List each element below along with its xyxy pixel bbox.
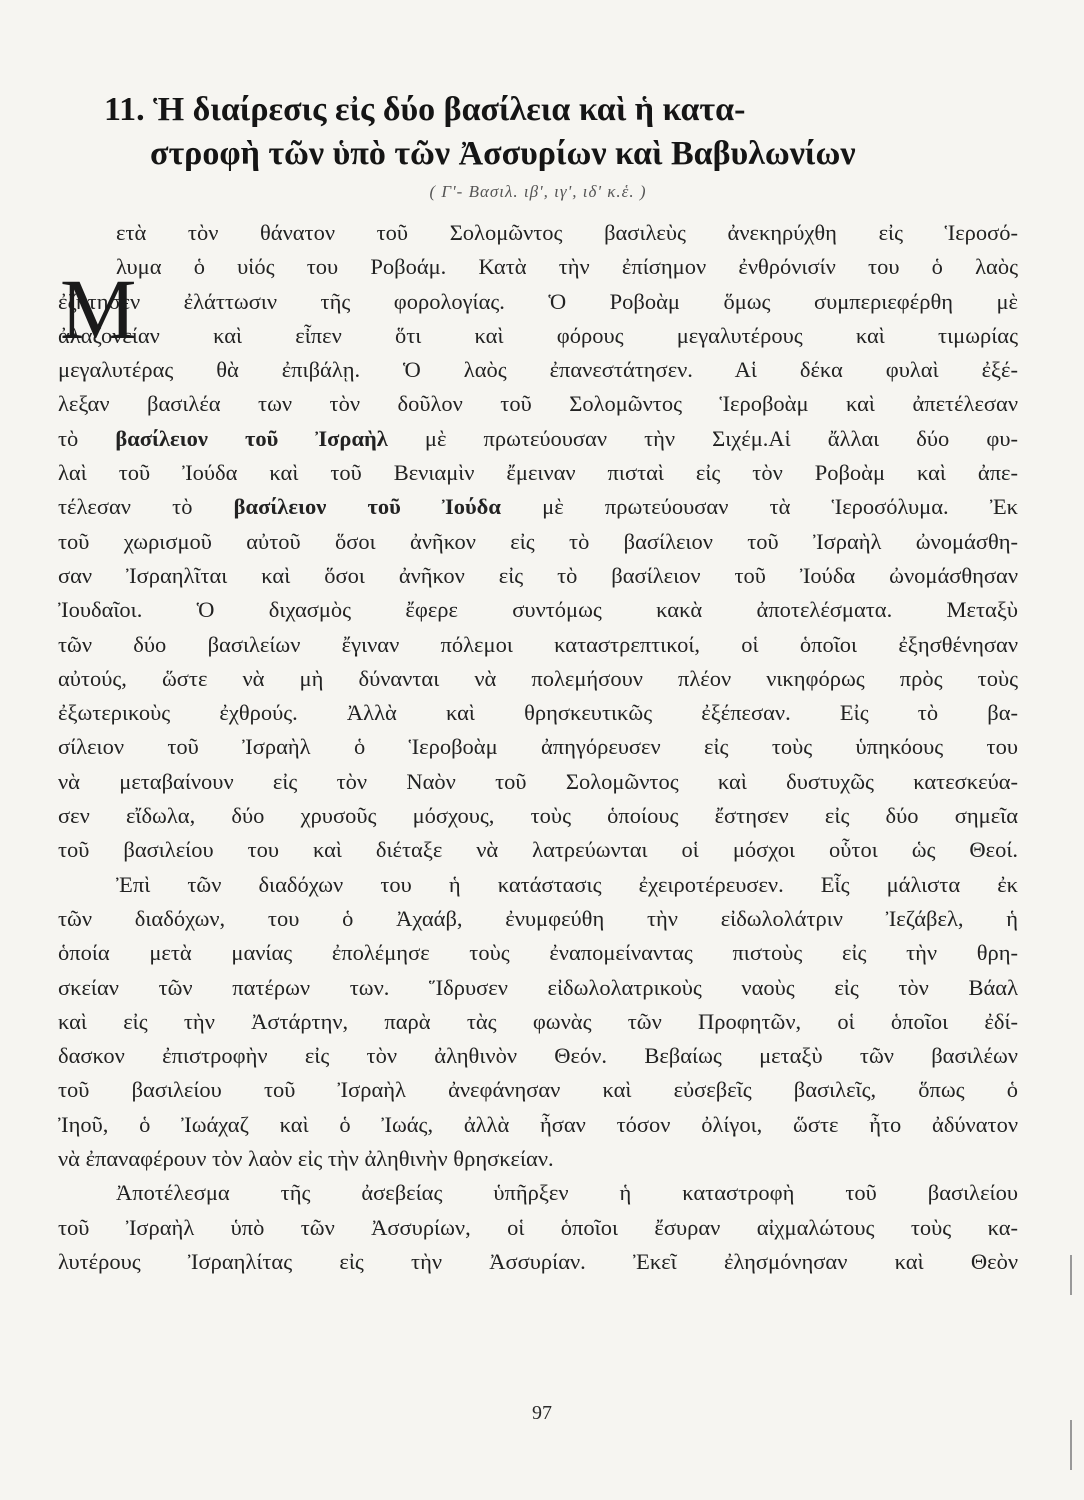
- text-line: ετὰ τὸν θάνατον τοῦ Σολομῶντος βασιλεὺς ἀνεκηρύχθη εἰς Ἱεροσό-: [116, 220, 1018, 245]
- text-line: σκείαν τῶν πατέρων των. Ἵδρυσεν εἰδωλολατρικοὺς ναοὺς εἰς τὸν Βάαλ: [58, 974, 1018, 1000]
- text-line: τοῦ Ἰσραὴλ ὑπὸ τῶν Ἀσσυρίων, οἱ ὁποῖοι ἔσυραν αἰχμαλώτους τοὺς κα-: [58, 1214, 1018, 1240]
- text-line: τοῦ βασιλείου τοῦ Ἰσραὴλ ἀνεφάνησαν καὶ εὐσεβεῖς βασιλεῖς, ὅπως ὁ: [58, 1077, 1018, 1103]
- text-line: Ἐπὶ τῶν διαδόχων του ἡ κατάστασις ἐχειροτέρευσεν. Εἷς μάλιστα ἐκ: [116, 871, 1018, 897]
- text-run: μὲ πρωτεύουσαν τὴν Σιχέμ.Αἱ ἄλλαι δύο φυ-: [387, 425, 1018, 451]
- text-run: μὲ πρωτεύουσαν τὰ Ἱεροσόλυμα. Ἐκ: [500, 494, 1019, 520]
- scripture-reference: ( Γ'- Βασιλ. ιβ', ιγ', ιδ' κ.ἑ. ): [429, 182, 647, 201]
- text-line: [58, 490, 1018, 524]
- text-line: ἐξωτερικοὺς ἐχθρούς. Ἀλλὰ καὶ θρησκευτικῶς ἐξέπεσαν. Εἰς τὸ βα-: [58, 700, 1018, 726]
- text-line: ὁποία μετὰ μανίας ἐπολέμησε τοὺς ἐναπομείναντας πιστοὺς εἰς τὴν θρη-: [58, 940, 1018, 966]
- text-line: νὰ ἐπαναφέρουν τὸν λαὸν εἰς τὴν ἀληθινὴν θρησκείαν.: [58, 1146, 554, 1172]
- text-line: [58, 422, 1018, 456]
- text-line: δασκον ἐπιστροφὴν εἰς τὸν ἀληθινὸν Θεόν. Βεβαίως μεταξὺ τῶν βασιλέων: [58, 1043, 1018, 1069]
- text-line: τῶν διαδόχων, του ὁ Ἀχαάβ, ἐνυμφεύθη τὴν εἰδωλολάτριν Ἰεζάβελ, ἡ: [58, 905, 1018, 931]
- text-line: τοῦ χωρισμοῦ αὐτοῦ ὅσοι ἀνῆκον εἰς τὸ βασίλειον τοῦ Ἰσραὴλ ὠνομάσθη-: [58, 528, 1018, 554]
- text-line: καὶ εἰς τὴν Ἀστάρτην, παρὰ τὰς φωνὰς τῶν Προφητῶν, οἱ ὁποῖοι ἐδί-: [58, 1008, 1018, 1034]
- text-line: τοῦ βασιλείου του καὶ διέταξε νὰ λατρεύωνται οἱ μόσχοι οὗτοι ὡς Θεοί.: [58, 837, 1018, 863]
- body-text: [58, 216, 1018, 1279]
- chapter-heading: [104, 88, 944, 176]
- text-line: νὰ μεταβαίνουν εἰς τὸν Ναὸν τοῦ Σολομῶντος καὶ δυστυχῶς κατεσκεύα-: [58, 768, 1018, 794]
- bold-term-israel: βασίλειον τοῦ Ἰσραὴλ: [115, 425, 388, 451]
- text-line: λαὶ τοῦ Ἰούδα καὶ τοῦ Βενιαμὶν ἔμειναν πισταὶ εἰς τὸν Ροβοὰμ καὶ ἀπε-: [58, 460, 1018, 486]
- text-line: ἐζήτησεν ἐλάττωσιν τῆς φορολογίας. Ὁ Ροβοὰμ ὅμως συμπεριεφέρθη μὲ: [58, 288, 1018, 314]
- page-number: 97: [532, 1402, 552, 1424]
- text-line: Ἀποτέλεσμα τῆς ἀσεβείας ὑπῆρξεν ἡ καταστροφὴ τοῦ βασιλείου: [116, 1180, 1018, 1206]
- text-line: μεγαλυτέρας θὰ ἐπιβάλῃ. Ὁ λαὸς ἐπανεστάτησεν. Αἱ δέκα φυλαὶ ἐξέ-: [58, 357, 1018, 383]
- text-line: Ἰουδαῖοι. Ὁ διχασμὸς ἔφερε συντόμως κακὰ ἀποτελέσματα. Μεταξὺ: [58, 597, 1018, 623]
- text-line: ἀλαζονείαν καὶ εἶπεν ὅτι καὶ φόρους μεγαλυτέρους καὶ τιμωρίας: [58, 322, 1018, 348]
- text-line: σεν εἴδωλα, δύο χρυσοῦς μόσχους, τοὺς ὁποίους ἔστησεν εἰς δύο σημεῖα: [58, 803, 1018, 829]
- heading-line-2: στροφὴ τῶν ὑπὸ τῶν Ἀσσυρίων καὶ Βαβυλωνίων: [150, 135, 856, 172]
- text-run: τέλεσαν τὸ: [58, 494, 234, 520]
- scan-margin-mark: [1070, 1420, 1072, 1470]
- text-line: τῶν δύο βασιλείων ἔγιναν πόλεμοι καταστρεπτικοί, οἱ ὁποῖοι ἐξησθένησαν: [58, 631, 1018, 657]
- book-page: [58, 88, 1018, 1279]
- drop-cap: Μ: [60, 261, 137, 357]
- text-line: σαν Ἰσραηλῖται καὶ ὅσοι ἀνῆκον εἰς τὸ βασίλειον τοῦ Ἰούδα ὠνομάσθησαν: [58, 562, 1018, 588]
- bold-term-judah: βασίλειον τοῦ Ἰούδα: [233, 494, 501, 520]
- text-line: λυμα ὁ υἱός του Ροβοάμ. Κατὰ τὴν ἐπίσημον ἐνθρόνισίν του ὁ λαὸς: [116, 254, 1018, 280]
- text-line: Ἰηοῦ, ὁ Ἰωάχαζ καὶ ὁ Ἰωάς, ἀλλὰ ἦσαν τόσον ὀλίγοι, ὥστε ἦτο ἀδύνατον: [58, 1111, 1018, 1137]
- text-run: τὸ: [58, 425, 116, 451]
- heading-line-1: 11. Ἡ διαίρεσις εἰς δύο βασίλεια καὶ ἡ κατα-: [104, 91, 746, 128]
- text-line: σίλειον τοῦ Ἰσραὴλ ὁ Ἱεροβοὰμ ἀπηγόρευσεν εἰς τοὺς ὑπηκόους του: [58, 734, 1018, 760]
- scan-margin-mark: [1070, 1255, 1072, 1295]
- text-line: αὐτούς, ὥστε νὰ μὴ δύνανται νὰ πολεμήσουν πλέον νικηφόρως πρὸς τοὺς: [58, 665, 1018, 691]
- text-line: λυτέρους Ἰσραηλίτας εἰς τὴν Ἀσσυρίαν. Ἐκεῖ ἐλησμόνησαν καὶ Θεὸν: [58, 1248, 1018, 1274]
- text-line: λεξαν βασιλέα των τὸν δοῦλον τοῦ Σολομῶντος Ἱεροβοὰμ καὶ ἀπετέλεσαν: [58, 391, 1018, 417]
